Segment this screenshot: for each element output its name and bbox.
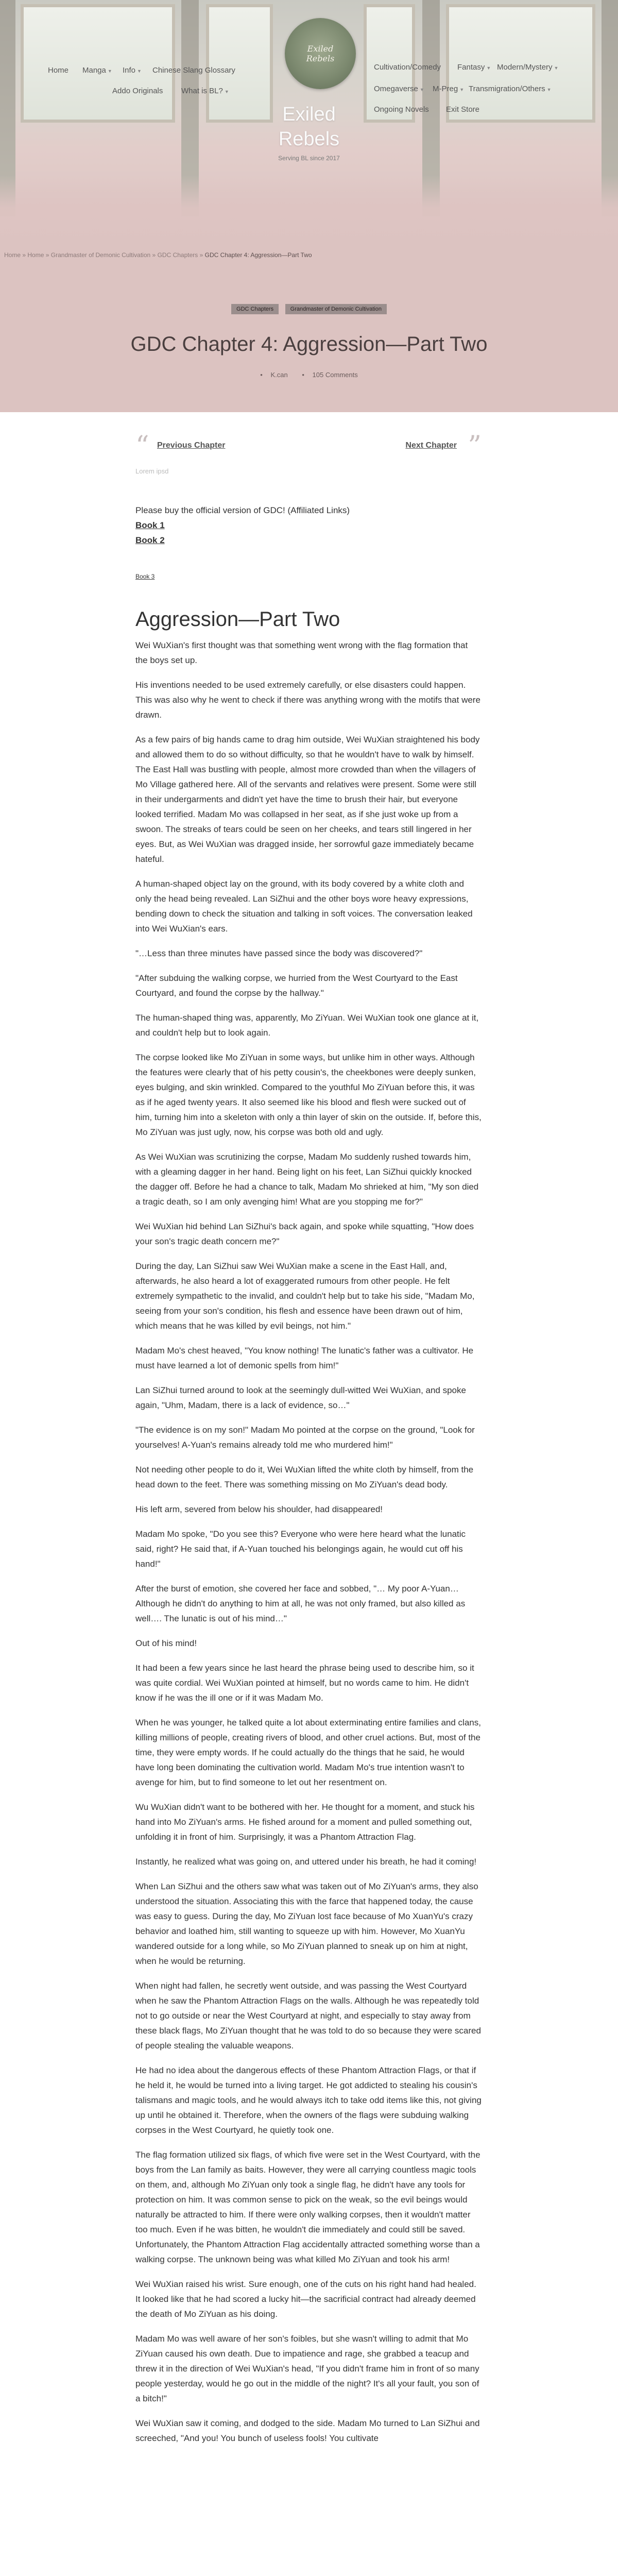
nav-fantasy[interactable] xyxy=(457,63,491,72)
paragraph: A human-shaped object lay on the ground, with its body covered by a white cloth and only the head being revealed. Lan SiZhui and the other boys wore heavy expressions, bending down to check the situation and talking in soft voices. The conversation leaked into Wei WuXian's ears. xyxy=(135,879,473,934)
breadcrumb-link[interactable]: Grandmaster of Demonic Cultivation xyxy=(50,251,151,259)
nav-label: M-Preg xyxy=(433,84,458,93)
nav-label: Omegaverse xyxy=(374,84,418,93)
comment-icon: • xyxy=(302,371,304,379)
paragraph: The human-shaped thing was, apparently, Mo ZiYuan. Wei WuXian took one glance at it, and couldn't help but to look again. xyxy=(135,1013,479,1038)
chapter-heading: Aggression—Part Two xyxy=(135,608,340,631)
nav-label: Modern/Mystery xyxy=(497,63,553,72)
nav-transmigration[interactable] xyxy=(469,84,552,93)
book-3-link[interactable]: Book 3 xyxy=(135,573,155,580)
paragraph: His left arm, severed from below his shoulder, had disappeared! xyxy=(135,1504,383,1514)
nav-modern-mystery[interactable] xyxy=(497,63,558,72)
breadcrumb-link[interactable]: Home xyxy=(4,251,21,259)
paragraph: The corpse looked like Mo ZiYuan in some ways, but unlike him in other ways. Although the features were clearly that of his petty cousin's, the cheekbones were deeply sunken, eyes bulging, and skin wrinkled. Compared to the youthful Mo ZiYuan before this, it was as if he aged twenty years. It also seemed like his blood and flesh were sucked out of him, turning him into a skeleton with only a thin layer of skin on the outside. If, before this, Mo ZiYuan was just ugly, now, his corpse was both old and ugly. xyxy=(135,1053,482,1137)
chevron-down-icon: ▼ xyxy=(224,89,229,94)
paragraph: During the day, Lan SiZhui saw Wei WuXian make a scene in the East Hall, and, afterwards, he also heard a lot of exaggerated rumours from other people. He felt extremely sympathetic to the invalid, and couldn't help but to take his side, "Madam Mo, seeing from your son's condition, his flesh and essence have been drawn out of him, which means that he was killed by evil beings, not him." xyxy=(135,1261,475,1331)
paragraph: As Wei WuXian was scrutinizing the corpse, Madam Mo suddenly rushed towards him, with a gleaming dagger in her hand. Being light on his feet, Lan SiZhui quickly knocked the dagger off. Before he had a chance to talk, Madam Mo shrieked at him, "My son died a tragic death, so I am only avenging him! What are you stopping me for?" xyxy=(135,1152,479,1207)
nav-label: What is BL? xyxy=(181,87,223,95)
paragraph: Madam Mo spoke, "Do you see this? Everyone who were here heard what the lunatic said, right? He said that, if A-Yuan touched his belongings again, he would cut off his hand!" xyxy=(135,1529,466,1569)
paragraph: The flag formation utilized six flags, of which five were set in the West Courtyard, with the boys from the Lan family as baits. However, they were all carrying countless magic tools on them, and, although Mo ZiYuan only took a single flag, he didn't have any tools for protection on him. It was common sense to pick on the weak, so the evil beings would naturally be attracted to him. If there were only walking corpses, then it wouldn't matter too much. Even if he was bitten, he wouldn't die immediately and could still be saved. Unfortunately, the Phantom Attraction Flag accidentally attracted something worse than a walking corpse. The unknown being was what killed Mo ZiYuan and took his arm! xyxy=(135,2150,480,2264)
paragraph: Wu WuXian didn't want to be bothered with her. He thought for a moment, and stuck his hand into Mo ZiYuan's arms. He fished around for a moment and pulled something out, unfolding it in front of him. Surprisingly, it was a Phantom Attraction Flag. xyxy=(135,1802,475,1842)
buy-text: Please buy the official version of GDC! (Affiliated Links) xyxy=(135,505,350,515)
nav-addo-originals[interactable]: Addo Originals xyxy=(112,87,163,95)
author[interactable] xyxy=(257,371,290,379)
breadcrumb-separator: » xyxy=(45,251,49,259)
nav-omegaverse[interactable] xyxy=(374,84,424,93)
nav-manga[interactable] xyxy=(82,66,112,75)
nav-ongoing-novels[interactable]: Ongoing Novels xyxy=(374,105,429,114)
nav-cultivation[interactable]: Cultivation/Comedy xyxy=(374,63,441,72)
chapter-navigation xyxy=(135,433,482,484)
paragraph: "The evidence is on my son!" Madam Mo pointed at the corpse on the ground, "Look for yourselves! A-Yuan's remains already told me who murdered him!" xyxy=(135,1425,475,1450)
nav-mpreg[interactable] xyxy=(433,84,464,93)
paragraph: Madam Mo was well aware of her son's foibles, but she wasn't willing to admit that Mo ZiYuan caused his own death. Due to impatience and rage, she grabbed a teacup and threw it in the direction of Wei WuXian's head, "If you didn't frame him in front of so many people yesterday, would he go out in the middle of the night? It's all your fault, you son of a bitch!" xyxy=(135,2334,479,2403)
paragraph: He had no idea about the dangerous effects of these Phantom Attraction Flags, or that if he held it, he would be turned into a living target. He got addicted to stealing his cousin's talismans and magic tools, and he would always itch to take odd items like this, not giving up until he obtained it. Therefore, when the owners of the flags were subduing walking corpses in the West Courtyard, he quietly took one. xyxy=(135,2065,482,2135)
post-header xyxy=(0,247,618,412)
chevron-down-icon: ▼ xyxy=(554,65,559,71)
breadcrumb-separator: » xyxy=(199,251,203,259)
breadcrumb-link[interactable]: Home xyxy=(27,251,44,259)
paragraph: Wei WuXian's first thought was that something went wrong with the flag formation that the boys set up. xyxy=(135,640,468,665)
comments-link[interactable] xyxy=(299,371,360,379)
breadcrumb-current: GDC Chapter 4: Aggression—Part Two xyxy=(204,251,312,259)
breadcrumb xyxy=(4,251,312,259)
site-header xyxy=(0,0,618,247)
next-chapter-link[interactable]: Next Chapter xyxy=(405,441,457,450)
paragraph: Wei WuXian raised his wrist. Sure enough, one of the cuts on his right hand had healed. It looked like that he had scored a lucky hit—the sacrificial contract had already deemed the death of Mo ZiYuan as his doing. xyxy=(135,2279,476,2319)
chevron-down-icon: ▼ xyxy=(107,69,112,74)
logo-text: Exiled xyxy=(307,43,334,54)
paragraph: As a few pairs of big hands came to drag him outside, Wei WuXian straightened his body and allowed them to do so without difficulty, so that he wouldn't have to walk by himself. The East Hall was bustling with people, almost more crowded than when the villagers of Mo Village gathered here. All of the servants and relatives were present. Some were still in their undergarments and didn't yet have the time to brush their hair, but everyone looked terrified. Madam Mo was collapsed in her seat, as if she just woke up from a swoon. The streaks of tears could be seen on her cheeks, and tears still lingered in her eyes. But, as Wei WuXian was dragged inside, her sorrowful gaze immediately became hateful. xyxy=(135,735,480,864)
chevron-down-icon: ▼ xyxy=(459,87,465,92)
breadcrumb-separator: » xyxy=(152,251,156,259)
author-name: K.can xyxy=(270,371,288,379)
nav-what-is-bl[interactable] xyxy=(181,87,229,95)
chevron-down-icon: ▼ xyxy=(546,87,552,92)
tag-grandmaster[interactable]: Grandmaster of Demonic Cultivation xyxy=(285,304,387,314)
comments-count: 105 Comments xyxy=(312,371,358,379)
book-2-link[interactable]: Book 2 xyxy=(135,535,165,545)
chevron-down-icon: ▼ xyxy=(137,69,142,74)
nav-exit-store[interactable]: Exit Store xyxy=(446,105,480,114)
header-overlay xyxy=(0,175,618,247)
tag-gdc-chapters[interactable]: GDC Chapters xyxy=(231,304,279,314)
site-name-line: Rebels xyxy=(278,128,340,150)
paragraph: After the burst of emotion, she covered her face and sobbed, "… My poor A-Yuan… Although he didn't do anything to him at all, he was not only framed, but also killed as well…. The lunatic is out of his mind…" xyxy=(135,1584,466,1623)
paragraph: When night had fallen, he secretly went outside, and was passing the West Courtyard when he saw the Phantom Attraction Flags on the walls. Although he was repeatedly told not to go outside or near the West Courtyard at night, and especially to stay away from these black flags, Mo ZiYuan thought that he was told to do so because they were scared of people stealing the valuable weapons. xyxy=(135,1981,481,2050)
nav-label: Fantasy xyxy=(457,63,485,72)
nav-info[interactable] xyxy=(123,66,142,75)
post-title: GDC Chapter 4: Aggression—Part Two xyxy=(130,333,488,355)
logo-text: Rebels xyxy=(306,54,335,63)
paragraph: Out of his mind! xyxy=(135,1638,197,1648)
paragraph: When Lan SiZhui and the others saw what was taken out of Mo ZiYuan's arms, they also understood the situation. Associating this with the farce that happened today, the cause was easy to guess. During the day, Mo ZiYuan lost face because of Mo XuanYu's crazy behavior and loathed him, still wanting to squeeze up with him. However, Mo XuanYu wandered outside for a long while, so Mo ZiYuan planned to sneak up on him at night, when he would be returning. xyxy=(135,1882,478,1966)
paragraph: When he was younger, he talked quite a lot about exterminating entire families and clans, killing millions of people, creating rivers of blood, and other cruel actions. But, most of the time, they were empty words. If he could actually do the things that he said, he would have long been dominating the cultivation world. Madam Mo's true intention wasn't to avenge for him, but to find someone to let out her resentment on. xyxy=(135,1718,481,1787)
quote-right-icon: ” xyxy=(468,431,482,462)
site-name[interactable] xyxy=(0,102,618,151)
chevron-down-icon: ▼ xyxy=(486,65,491,71)
quote-left-icon: “ xyxy=(135,431,149,462)
nav-label: Info xyxy=(123,66,136,75)
site-tagline: Serving BL since 2017 xyxy=(278,155,340,162)
paragraph: Instantly, he realized what was going on, and uttered under his breath, he had it coming! xyxy=(135,1857,477,1867)
chapter-body xyxy=(135,638,482,2446)
nav-label: Transmigration/Others xyxy=(469,84,545,93)
breadcrumb-link[interactable]: GDC Chapters xyxy=(157,251,198,259)
paragraph: "After subduing the walking corpse, we hurried from the West Courtyard to the East Courtyard, and found the corpse by the hallway." xyxy=(135,973,458,998)
post-tags xyxy=(0,304,618,314)
book-1-link[interactable]: Book 1 xyxy=(135,520,165,530)
paragraph: Wei WuXian hid behind Lan SiZhui's back again, and spoke while squatting, "How does your son's tragic death concern me?" xyxy=(135,1222,474,1246)
paragraph: "…Less than three minutes have passed since the body was discovered?" xyxy=(135,948,423,958)
post-content xyxy=(135,433,482,2455)
paragraph: Lan SiZhui turned around to look at the seemingly dull-witted Wei WuXian, and spoke again, "Uhm, Madam, there is a lack of evidence, so…" xyxy=(135,1385,466,1410)
paragraph: Not needing other people to do it, Wei WuXian lifted the white cloth by himself, from the head down to the feet. There was something missing on Mo ZiYuan's dead body. xyxy=(135,1465,474,1489)
previous-chapter-link[interactable]: Previous Chapter xyxy=(157,441,226,450)
user-icon: • xyxy=(260,371,263,379)
previous-chapter-subtitle: Lorem ipsd xyxy=(135,467,169,475)
site-logo[interactable] xyxy=(285,18,356,89)
buy-section xyxy=(135,503,482,548)
nav-chinese-slang[interactable]: Chinese Slang Glossary xyxy=(152,66,235,75)
site-name-line: Exiled xyxy=(282,104,336,125)
paragraph: It had been a few years since he last heard the phrase being used to describe him, so it was quite cordial. Wei WuXian pointed at himself, but no words came to him. He didn't know if he was the ill one or if it was Madam Mo. xyxy=(135,1663,474,1703)
paragraph: Madam Mo's chest heaved, "You know nothing! The lunatic's father was a cultivator. He must have learned a lot of demonic spells from him!" xyxy=(135,1346,474,1370)
chevron-down-icon: ▼ xyxy=(419,87,424,92)
nav-label: Manga xyxy=(82,66,106,75)
breadcrumb-separator: » xyxy=(22,251,26,259)
post-meta xyxy=(0,371,618,379)
nav-home[interactable]: Home xyxy=(48,66,69,75)
paragraph: Wei WuXian saw it coming, and dodged to the side. Madam Mo turned to Lan SiZhui and screeched, "And you! You bunch of useless fools! You cultivate xyxy=(135,2418,480,2443)
paragraph: His inventions needed to be used extremely carefully, or else disasters could happen. This was also why he went to check if there was anything wrong with the motifs that were drawn. xyxy=(135,680,480,720)
